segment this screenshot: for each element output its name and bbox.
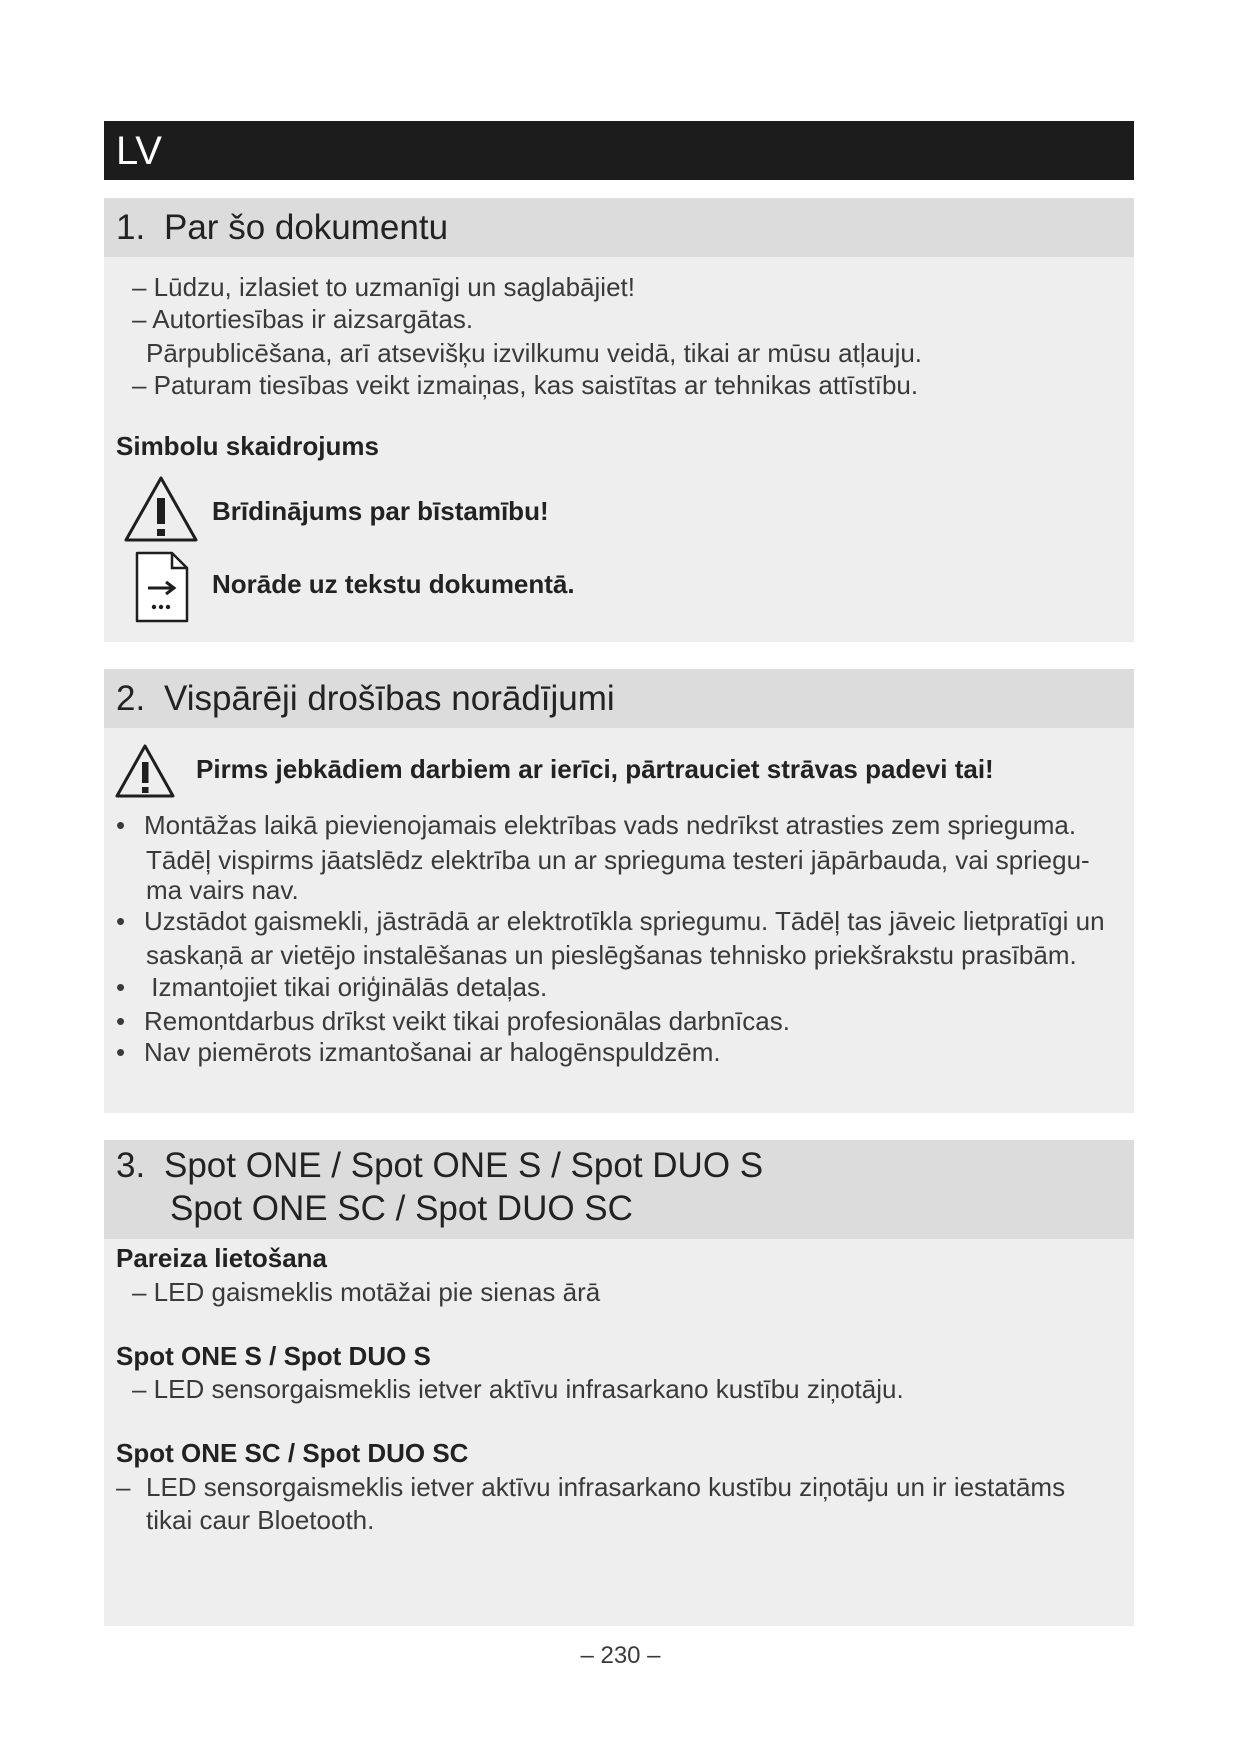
usage-text: – LED gaismeklis motāžai pie sienas ārā xyxy=(132,1277,601,1307)
spot-sc-dash: – xyxy=(116,1472,131,1502)
section-1-header xyxy=(104,198,1134,257)
section-safety-instructions xyxy=(104,669,1134,1113)
usage-heading: Pareiza lietošana xyxy=(116,1243,327,1273)
safety-bullet-1-line-2: Tādēļ vispirms jāatslēdz elektrība un ar sprieguma testeri jāpārbauda, vai spriegu- xyxy=(146,845,1090,875)
spot-s-heading: Spot ONE S / Spot DUO S xyxy=(116,1341,431,1371)
section-1-number: 1. xyxy=(116,208,146,247)
section-product-models xyxy=(104,1140,1134,1626)
spot-sc-text-line-2: tikai caur Bloetooth. xyxy=(146,1505,375,1535)
warning-triangle-icon xyxy=(122,474,200,544)
section-3-number: 3. xyxy=(116,1146,146,1185)
symbol-reference-text: Norāde uz tekstu dokumentā. xyxy=(212,569,575,599)
section-2-title: Vispārēji drošības norādījumi xyxy=(164,679,615,718)
section-3-header xyxy=(104,1140,1134,1239)
safety-bullet-2-line-2: saskaņā ar vietējo instalēšanas un pieslēgšanas tehnisko priekšrakstu prasībām. xyxy=(146,940,1077,970)
language-bar xyxy=(104,121,1134,180)
safety-bullet-1: • Montāžas laikā pievienojamais elektrības vads nedrīkst atrasties zem sprieguma. xyxy=(116,810,1077,840)
safety-bullet-4: • Remontdarbus drīkst veikt tikai profesionālas darbnīcas. xyxy=(116,1006,790,1036)
spot-sc-heading: Spot ONE SC / Spot DUO SC xyxy=(116,1438,469,1468)
doc-line-3: Pārpublicēšana, arī atsevišķu izvilkumu veidā, tikai ar mūsu atļauju. xyxy=(146,338,923,368)
document-reference-icon xyxy=(134,550,190,624)
page-number: – 230 – xyxy=(580,1642,661,1669)
section-1-title: Par šo dokumentu xyxy=(164,208,449,247)
spot-sc-text-line-1: LED sensorgaismeklis ietver aktīvu infrasarkano kustību ziņotāju un ir iestatāms xyxy=(146,1472,1066,1502)
safety-warning-text: Pirms jebkādiem darbiem ar ierīci, pārtrauciet strāvas padevi tai! xyxy=(196,754,994,784)
symbols-heading: Simbolu skaidrojums xyxy=(116,431,379,461)
safety-bullet-2: • Uzstādot gaismekli, jāstrādā ar elektrotīkla spriegumu. Tādēļ tas jāveic lietpratīgi un xyxy=(116,906,1105,936)
doc-line-1: – Lūdzu, izlasiet to uzmanīgi un saglabājiet! xyxy=(132,272,635,302)
doc-line-2: – Autortiesības ir aizsargātas. xyxy=(132,304,474,334)
safety-bullet-5: • Nav piemērots izmantošanai ar halogēnspuldzēm. xyxy=(116,1037,721,1067)
section-about-document xyxy=(104,198,1134,642)
warning-triangle-icon xyxy=(114,743,176,799)
doc-line-4: – Paturam tiesības veikt izmaiņas, kas saistītas ar tehnikas attīstību. xyxy=(132,370,919,400)
language-label: LV xyxy=(116,129,162,173)
symbol-warning-text: Brīdinājums par bīstamību! xyxy=(212,496,549,526)
safety-bullet-3: • Izmantojiet tikai oriģinālās detaļas. xyxy=(116,972,548,1002)
section-2-number: 2. xyxy=(116,679,146,718)
section-3-title-line-1: Spot ONE / Spot ONE S / Spot DUO S xyxy=(164,1146,764,1185)
section-3-title-line-2: Spot ONE SC / Spot DUO SC xyxy=(170,1189,633,1228)
section-2-header xyxy=(104,669,1134,728)
spot-s-text: – LED sensorgaismeklis ietver aktīvu infrasarkano kustību ziņotāju. xyxy=(132,1374,904,1404)
safety-bullet-1-line-3: ma vairs nav. xyxy=(146,875,299,905)
